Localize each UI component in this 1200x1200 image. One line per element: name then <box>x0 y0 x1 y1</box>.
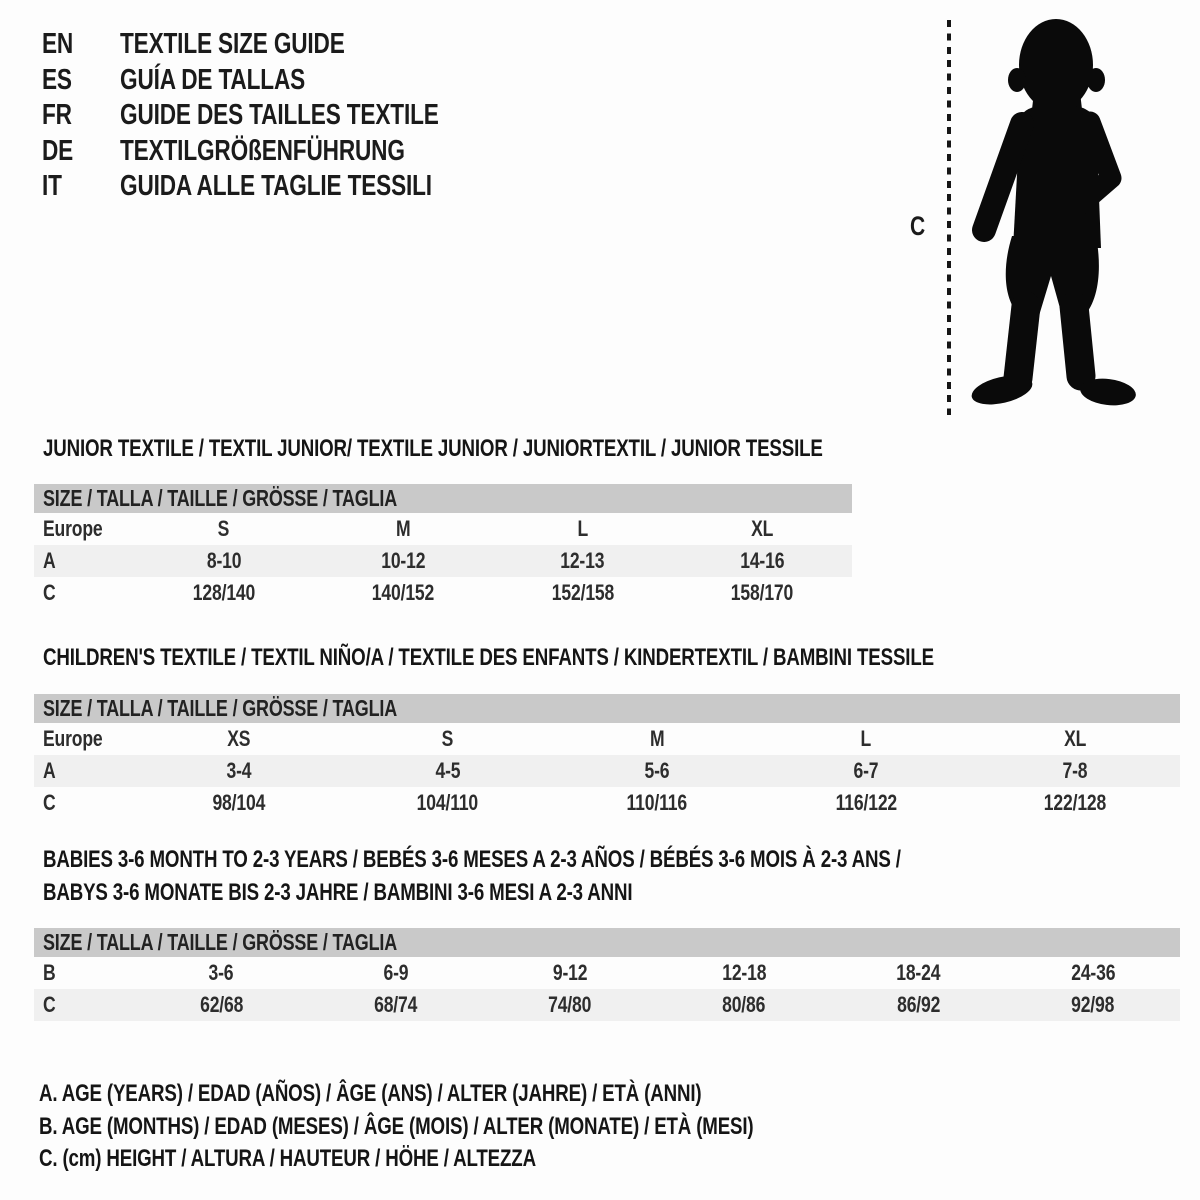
table-row-europe <box>34 513 852 545</box>
table-cell-value: 128/140 <box>192 580 255 605</box>
table-cell <box>831 960 1005 986</box>
table-cell <box>134 758 343 784</box>
legend-line <box>39 1078 955 1111</box>
table-cell-value: 18-24 <box>896 960 941 985</box>
row-label: B <box>43 960 56 985</box>
table-cell-value: 3-4 <box>226 758 252 783</box>
language-title: GUÍA DE TALLAS <box>120 63 306 96</box>
table-cell <box>134 790 343 816</box>
table-cell <box>493 548 673 574</box>
language-row <box>42 169 529 205</box>
row-label: C <box>43 992 56 1017</box>
table-cell <box>762 758 971 784</box>
table-cell <box>657 960 831 986</box>
row-label-cell <box>34 726 134 752</box>
row-label: C <box>43 580 56 605</box>
table-cell-value: XS <box>227 726 251 751</box>
table-cell-value: 110/116 <box>626 790 688 815</box>
section-title-text: BABYS 3-6 MONATE BIS 2-3 JAHRE / BAMBINI 3-6 MESI A 2-3 ANNI <box>43 879 633 906</box>
table-cell <box>762 790 971 816</box>
table-cell <box>483 992 657 1018</box>
language-code: IT <box>42 170 62 203</box>
table-cell-value: S <box>442 726 454 751</box>
table-cell-value: 14-16 <box>740 548 785 573</box>
table-cell <box>971 726 1180 752</box>
table-cell <box>134 516 314 542</box>
table-cell <box>343 790 552 816</box>
children-section-title <box>43 641 1185 674</box>
table-cell <box>314 548 494 574</box>
table-row-a <box>34 755 1180 787</box>
table-cell <box>1006 960 1180 986</box>
table-cell <box>762 726 971 752</box>
language-title-cell <box>120 64 529 97</box>
section-title-text: CHILDREN'S TEXTILE / TEXTIL NIÑO/A / TEXTILE DES ENFANTS / KINDERTEXTIL / BAMBINI TESSILE <box>43 644 934 671</box>
table-cell <box>493 516 673 542</box>
table-cell-value: S <box>217 516 230 541</box>
table-cell-value: 8-10 <box>206 548 241 573</box>
table-cell-value: 104/110 <box>417 790 479 815</box>
children-size-table <box>34 694 1180 819</box>
table-cell-value: 5-6 <box>644 758 670 783</box>
language-title: TEXTILGRÖßENFÜHRUNG <box>120 134 405 167</box>
babies-section-title-line <box>43 843 1143 876</box>
toddler-silhouette-icon <box>960 16 1138 420</box>
row-label-cell <box>34 758 134 784</box>
table-cell <box>483 960 657 986</box>
table-cell-value: 86/92 <box>896 992 941 1017</box>
table-cell <box>831 992 1005 1018</box>
language-title: GUIDA ALLE TAGLIE TESSILI <box>120 170 432 203</box>
language-title-cell <box>120 170 529 203</box>
language-code: EN <box>42 28 74 61</box>
table-cell-value: 158/170 <box>731 580 794 605</box>
table-cell <box>308 992 482 1018</box>
table-cell-value: 6-7 <box>853 758 879 783</box>
table-cell-value: L <box>577 516 589 541</box>
language-code: FR <box>42 99 72 132</box>
height-measure-label <box>910 211 929 242</box>
language-title-cell <box>120 99 529 132</box>
language-row <box>42 27 529 63</box>
table-cell-value: 6-9 <box>383 960 408 985</box>
table-cell <box>314 516 494 542</box>
table-cell <box>552 726 761 752</box>
babies-section-title-line <box>43 876 1143 909</box>
table-cell-value: XL <box>1064 726 1087 751</box>
language-title-cell <box>120 28 529 61</box>
row-label-cell <box>34 992 134 1018</box>
language-code-cell <box>42 170 120 203</box>
table-cell-value: 24-36 <box>1070 960 1115 985</box>
table-cell-value: M <box>396 516 411 541</box>
table-cell <box>134 580 314 606</box>
height-measure-dashed-line <box>947 20 951 415</box>
table-row-c <box>34 989 1180 1021</box>
table-cell <box>552 790 761 816</box>
size-header-bar <box>34 484 852 513</box>
table-cell-value: 9-12 <box>552 960 588 985</box>
table-cell-value: 80/86 <box>722 992 766 1017</box>
table-cell-value: 74/80 <box>548 992 592 1017</box>
table-row-c <box>34 787 1180 819</box>
table-cell-value: 98/104 <box>212 790 265 815</box>
table-cell-value: 12-13 <box>560 548 605 573</box>
table-cell-value: 10-12 <box>381 548 426 573</box>
table-cell <box>134 960 308 986</box>
table-cell-value: XL <box>751 516 774 541</box>
row-label-cell <box>34 516 134 542</box>
language-row <box>42 63 529 99</box>
table-cell <box>134 548 314 574</box>
table-cell <box>343 726 552 752</box>
row-label-cell <box>34 580 134 606</box>
row-label-cell <box>34 960 134 986</box>
table-cell <box>308 960 482 986</box>
language-code-cell <box>42 99 120 132</box>
junior-size-table <box>34 484 852 609</box>
legend-line-text: A. AGE (YEARS) / EDAD (AÑOS) / ÂGE (ANS) / ALTER (JAHRE) / ETÀ (ANNI) <box>39 1080 702 1108</box>
babies-size-table <box>34 928 1180 1021</box>
table-cell-value: 140/152 <box>372 580 435 605</box>
row-label: C <box>43 790 56 815</box>
table-cell-value: 4-5 <box>435 758 461 783</box>
size-header-label: SIZE / TALLA / TAILLE / GRÖSSE / TAGLIA <box>43 929 398 955</box>
table-cell <box>673 580 853 606</box>
junior-section-title-line <box>43 432 1043 465</box>
language-title: GUIDE DES TAILLES TEXTILE <box>120 99 439 132</box>
size-header-bar <box>34 694 1180 723</box>
table-cell-value: 152/158 <box>551 580 614 605</box>
table-cell <box>673 516 853 542</box>
legend-line <box>39 1111 955 1144</box>
legend-line-text: B. AGE (MONTHS) / EDAD (MESES) / ÂGE (MOIS) / ALTER (MONATE) / ETÀ (MESI) <box>39 1112 754 1140</box>
table-cell-value: M <box>649 726 665 751</box>
language-code: ES <box>42 63 72 96</box>
table-row-europe <box>34 723 1180 755</box>
table-cell <box>493 580 673 606</box>
table-cell-value: 116/122 <box>835 790 897 815</box>
table-cell-value: 122/128 <box>1044 790 1107 815</box>
table-cell <box>971 758 1180 784</box>
table-cell <box>971 790 1180 816</box>
table-row-c <box>34 577 852 609</box>
legend <box>39 1078 955 1176</box>
row-label-cell <box>34 548 134 574</box>
row-label-cell <box>34 790 134 816</box>
table-cell-value: 12-18 <box>722 960 767 985</box>
size-header-label: SIZE / TALLA / TAILLE / GRÖSSE / TAGLIA <box>43 485 398 511</box>
table-cell-value: 62/68 <box>199 992 243 1017</box>
table-row-b <box>34 957 1180 989</box>
legend-line <box>39 1143 955 1176</box>
legend-line-text: C. (cm) HEIGHT / ALTURA / HAUTEUR / HÖHE / ALTEZZA <box>39 1145 536 1173</box>
language-code-cell <box>42 64 120 97</box>
language-title-cell <box>120 135 529 168</box>
table-cell <box>134 992 308 1018</box>
row-label: Europe <box>43 516 103 541</box>
language-row <box>42 98 529 134</box>
row-label: A <box>43 758 56 783</box>
language-code: DE <box>42 134 74 167</box>
size-header-bar <box>34 928 1180 957</box>
language-list <box>42 27 529 205</box>
table-cell <box>314 580 494 606</box>
table-cell-value: 7-8 <box>1062 758 1088 783</box>
table-cell <box>343 758 552 784</box>
section-title-text: BABIES 3-6 MONTH TO 2-3 YEARS / BEBÉS 3-6 MESES A 2-3 AÑOS / BÉBÉS 3-6 MOIS À 2-3 ANS / <box>43 846 901 873</box>
row-label: Europe <box>43 726 103 751</box>
table-cell <box>673 548 853 574</box>
language-code-cell <box>42 28 120 61</box>
size-header-label: SIZE / TALLA / TAILLE / GRÖSSE / TAGLIA <box>43 695 398 721</box>
table-cell-value: 3-6 <box>208 960 234 985</box>
language-title: TEXTILE SIZE GUIDE <box>120 28 345 61</box>
language-row <box>42 134 529 170</box>
table-cell-value: 92/98 <box>1071 992 1115 1017</box>
table-cell <box>1006 992 1180 1018</box>
section-title-text: JUNIOR TEXTILE / TEXTIL JUNIOR/ TEXTILE JUNIOR / JUNIORTEXTIL / JUNIOR TESSILE <box>43 435 823 462</box>
children-section-title-line <box>43 641 1185 674</box>
table-cell <box>134 726 343 752</box>
height-measure-label-text: C <box>910 211 926 241</box>
junior-section-title <box>43 432 1043 465</box>
babies-section-title <box>43 843 1143 909</box>
row-label: A <box>43 548 56 573</box>
table-cell <box>552 758 761 784</box>
table-row-a <box>34 545 852 577</box>
table-cell-value: 68/74 <box>373 992 418 1017</box>
language-code-cell <box>42 135 120 168</box>
table-cell <box>657 992 831 1018</box>
table-cell-value: L <box>860 726 872 751</box>
